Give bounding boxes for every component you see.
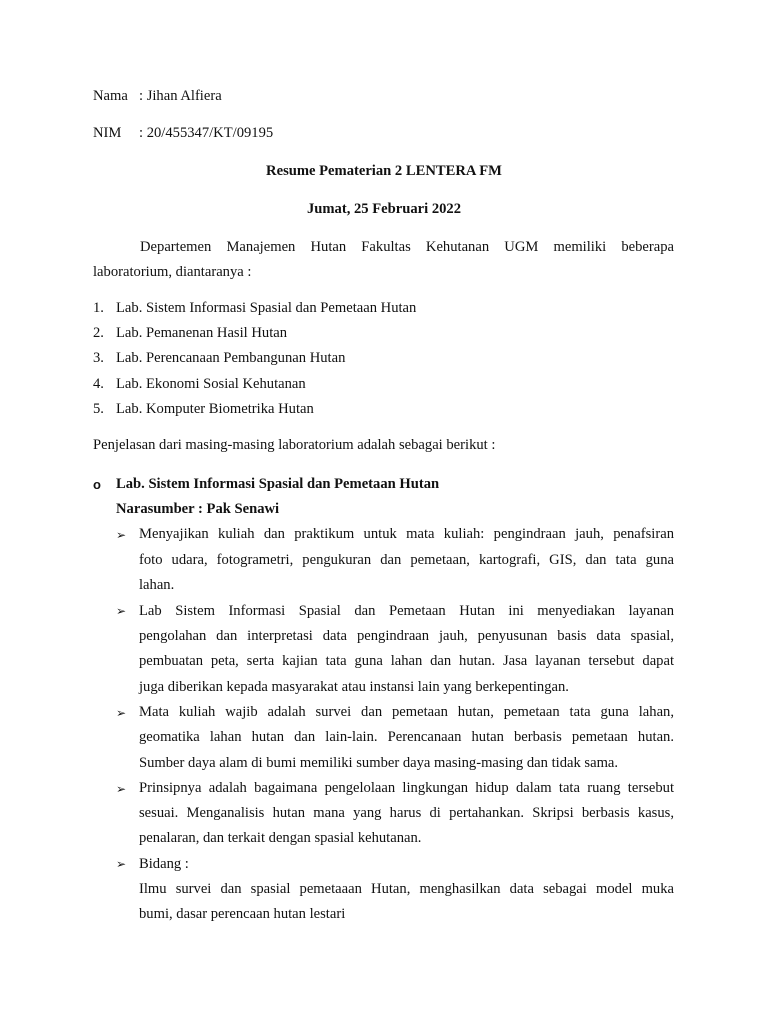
arrow-bullet-icon: ➢ xyxy=(116,857,127,871)
lab-number: 2. xyxy=(93,325,104,341)
name-value: : Jihan Alfiera xyxy=(139,88,222,104)
point-4-line-3: penalaran, dan terkait dengan spasial kehutanan. xyxy=(139,830,422,846)
nim-value: : 20/455347/KT/09195 xyxy=(139,125,274,141)
arrow-bullet-icon: ➢ xyxy=(116,782,127,796)
point-2-line-3: pembuatan peta, serta kajian tata guna lahan dan hutan. Jasa layanan tersebut dapat xyxy=(139,653,674,669)
lab-item: Lab. Pemanenan Hasil Hutan xyxy=(116,325,288,341)
point-1-line-2: foto udara, fotogrametri, pengukuran dan pemetaan, kartografi, GIS, dan tata guna xyxy=(139,552,674,568)
intro-line-2: laboratorium, diantaranya : xyxy=(93,264,252,280)
lab-item: Lab. Ekonomi Sosial Kehutanan xyxy=(116,376,306,392)
circle-bullet-icon: o xyxy=(93,477,101,492)
lab-number: 5. xyxy=(93,401,104,417)
point-1-line-3: lahan. xyxy=(139,577,175,593)
arrow-bullet-icon: ➢ xyxy=(116,528,127,542)
document-title: Resume Pematerian 2 LENTERA FM xyxy=(266,163,502,179)
point-1-line-1: Menyajikan kuliah dan praktikum untuk mata kuliah: pengindraan jauh, penafsiran xyxy=(139,526,674,542)
nim-label: NIM xyxy=(93,125,122,141)
arrow-bullet-icon: ➢ xyxy=(116,604,127,618)
lab-number: 4. xyxy=(93,376,104,392)
point-3-line-3: Sumber daya alam di bumi memiliki sumber daya masing-masing dan tidak sama. xyxy=(139,755,619,771)
point-5-line-1: Bidang : xyxy=(139,856,189,872)
lab-item: Lab. Komputer Biometrika Hutan xyxy=(116,401,314,417)
point-3-line-2: geomatika lahan hutan dan lain-lain. Perencanaan hutan berbasis pemetaan hutan. xyxy=(139,729,674,745)
point-2-line-1: Lab Sistem Informasi Spasial dan Pemetaan Hutan ini menyediakan layanan xyxy=(139,603,674,619)
lab-item: Lab. Perencanaan Pembangunan Hutan xyxy=(116,350,346,366)
point-5-line-3: bumi, dasar perencaan hutan lestari xyxy=(139,906,346,922)
name-label: Nama xyxy=(93,88,128,104)
point-2-line-2: pengolahan dan interpretasi data pengindraan jauh, penyusunan basis data spasial, xyxy=(139,628,674,644)
point-4-line-1: Prinsipnya adalah bagaimana pengelolaan lingkungan hidup dalam tata ruang tersebut xyxy=(139,780,674,796)
point-2-line-4: juga diberikan kepada masyarakat atau instansi lain yang berkepentingan. xyxy=(139,679,569,695)
point-3-line-1: Mata kuliah wajib adalah survei dan pemetaan hutan, pemetaan tata guna lahan, xyxy=(139,704,674,720)
point-5-line-2: Ilmu survei dan spasial pemetaaan Hutan, menghasilkan data sebagai model muka xyxy=(139,881,674,897)
document-date: Jumat, 25 Februari 2022 xyxy=(306,201,462,217)
arrow-bullet-icon: ➢ xyxy=(116,706,127,720)
lab-number: 1. xyxy=(93,300,104,316)
point-4-line-2: sesuai. Menganalisis hutan mana yang harus di pertahankan. Skripsi berbasis kasus, xyxy=(139,805,674,821)
intro-line-1: Departemen Manajemen Hutan Fakultas Kehutanan UGM memiliki beberapa xyxy=(140,239,674,255)
explain-line: Penjelasan dari masing-masing laboratorium adalah sebagai berikut : xyxy=(93,437,496,453)
lab-item: Lab. Sistem Informasi Spasial dan Pemetaan Hutan xyxy=(116,300,417,316)
section-speaker: Narasumber : Pak Senawi xyxy=(116,501,280,517)
lab-number: 3. xyxy=(93,350,104,366)
section-heading: Lab. Sistem Informasi Spasial dan Pemetaan Hutan xyxy=(116,476,440,492)
